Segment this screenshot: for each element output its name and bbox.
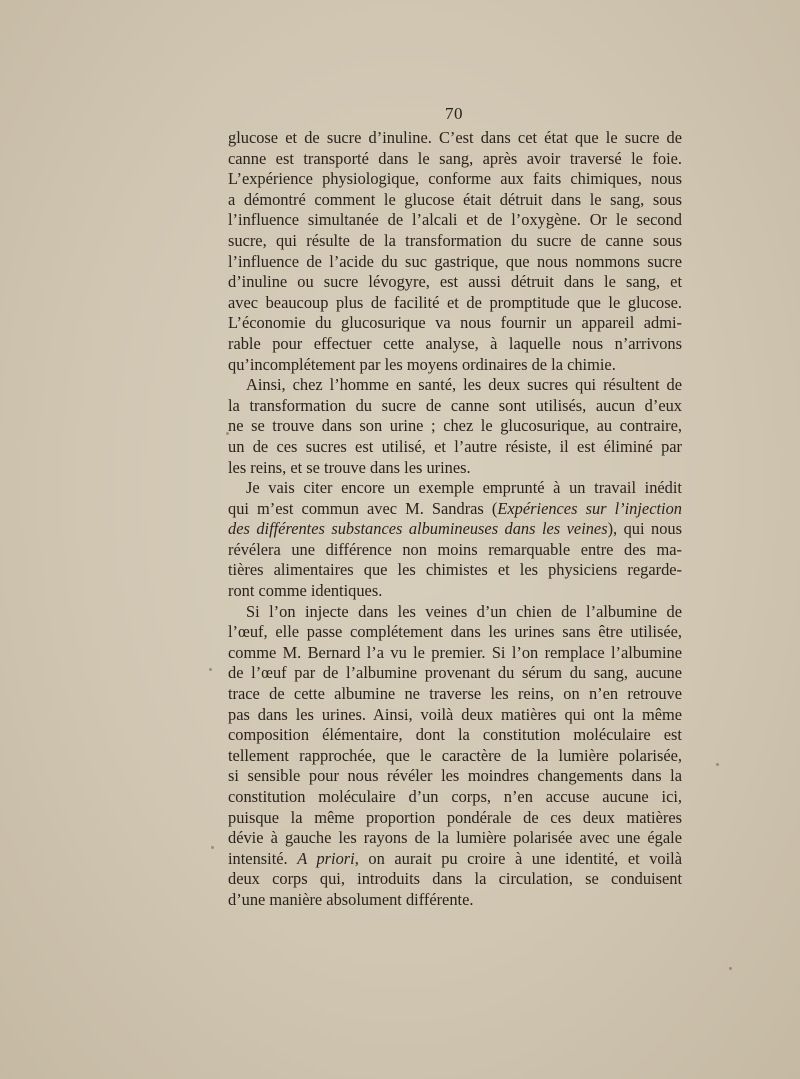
italic-phrase: A priori: [297, 848, 355, 868]
text-line: avec beaucoup plus de facilité et de promptitude que le glucose.: [228, 292, 682, 312]
text-line: la transformation du sucre de canne sont utilisés, aucun d’eux: [228, 395, 682, 415]
text-line: [228, 499, 682, 520]
text-line: tières alimentaires que les chimistes et les physiciens regarde-: [228, 560, 682, 580]
text-line: de l’œuf par de l’albumine provenant du sérum du sang, aucune: [228, 663, 682, 683]
text-line: composition élémentaire, dont la constitution moléculaire est: [228, 725, 682, 745]
text-line: d’inuline ou sucre lévogyre, est aussi détruit dans le sang, et: [228, 272, 682, 292]
text-line: [228, 849, 682, 870]
text-line: sucre, qui résulte de la transformation du sucre de canne sous: [228, 230, 682, 250]
text-line: d’une manière absolument différente.: [228, 889, 474, 909]
text-line: trace de cette albumine ne traverse les reins, on n’en retrouve: [228, 684, 682, 704]
page-number: 70: [445, 104, 463, 123]
text-line: glucose et de sucre d’inuline. C’est dans cet état que le sucre de: [228, 128, 682, 147]
text-line: deux corps qui, introduits dans la circulation, se conduisent: [228, 869, 682, 889]
paper-speck: [716, 763, 719, 766]
text-line: qu’incomplétement par les moyens ordinaires de la chimie.: [228, 354, 616, 374]
text-run: , on aurait pu croire à une identité, et voilà: [354, 848, 682, 868]
text-line: pas dans les urines. Ainsi, voilà deux matières qui ont la même: [228, 704, 682, 724]
paper-speck: [211, 846, 214, 849]
text-line: comme M. Bernard l’a vu le premier. Si l’on remplace l’albumine: [228, 642, 682, 662]
text-line: a démontré comment le glucose était détruit dans le sang, sous: [228, 189, 682, 209]
text-line: rable pour effectuer cette analyse, à laquelle nous n’arrivons: [228, 333, 682, 353]
paragraph: [228, 478, 682, 602]
italic-title: des différentes substances albumineuses dans les veines: [228, 519, 608, 539]
text-line: l’influence de l’acide du suc gastrique, que nous nommons sucre: [228, 251, 682, 271]
text-line: [228, 519, 682, 540]
text-run: intensité.: [228, 848, 298, 868]
italic-title: Expériences sur l’injection: [497, 498, 682, 518]
text-run: qui m’est commun avec M. Sandras (: [228, 498, 498, 518]
text-line: Si l’on injecte dans les veines d’un chien de l’albumine de: [246, 601, 682, 621]
text-line: l’œuf, elle passe complétement dans les urines sans être utilisée,: [228, 622, 682, 642]
paper-speck: [729, 967, 732, 970]
text-line: tellement rapprochée, que le caractère de la lumière polarisée,: [228, 745, 682, 765]
text-line: L’économie du glucosurique va nous fournir un appareil admi-: [228, 313, 682, 333]
text-line: dévie à gauche les rayons de la lumière polarisée avec une égale: [228, 828, 682, 848]
text-line: ront comme identiques.: [228, 581, 383, 601]
text-line: canne est transporté dans le sang, après avoir traversé le foie.: [228, 148, 682, 168]
text-line: L’expérience physiologique, conforme aux faits chimiques, nous: [228, 169, 682, 189]
paragraph: [228, 602, 682, 911]
text-line: constitution moléculaire d’un corps, n’en accuse aucune ici,: [228, 787, 682, 806]
text-line: révélera une différence non moins remarquable entre des ma-: [228, 539, 682, 559]
text-line: un de ces sucres est utilisé, et l’autre résiste, il est éliminé par: [228, 436, 682, 456]
text-line: l’influence simultanée de l’alcali et de l’oxygène. Or le second: [228, 210, 682, 230]
text-line: Je vais citer encore un exemple emprunté à un travail inédit: [246, 478, 682, 498]
text-line: Ainsi, chez l’homme en santé, les deux sucres qui résultent de: [246, 375, 682, 395]
text-line: ne se trouve dans son urine ; chez le glucosurique, au contraire,: [228, 416, 682, 436]
paragraph: [228, 375, 682, 478]
text-line: puisque la même proportion pondérale de ces deux matières: [228, 807, 682, 827]
paper-speck: [209, 668, 212, 671]
text-line: si sensible pour nous révéler les moindres changements dans la: [228, 766, 682, 786]
text-run: ), qui nous: [607, 519, 682, 539]
text-line: les reins, et se trouve dans les urines.: [228, 457, 471, 477]
paragraph: [228, 128, 682, 375]
body-text: [228, 128, 682, 911]
